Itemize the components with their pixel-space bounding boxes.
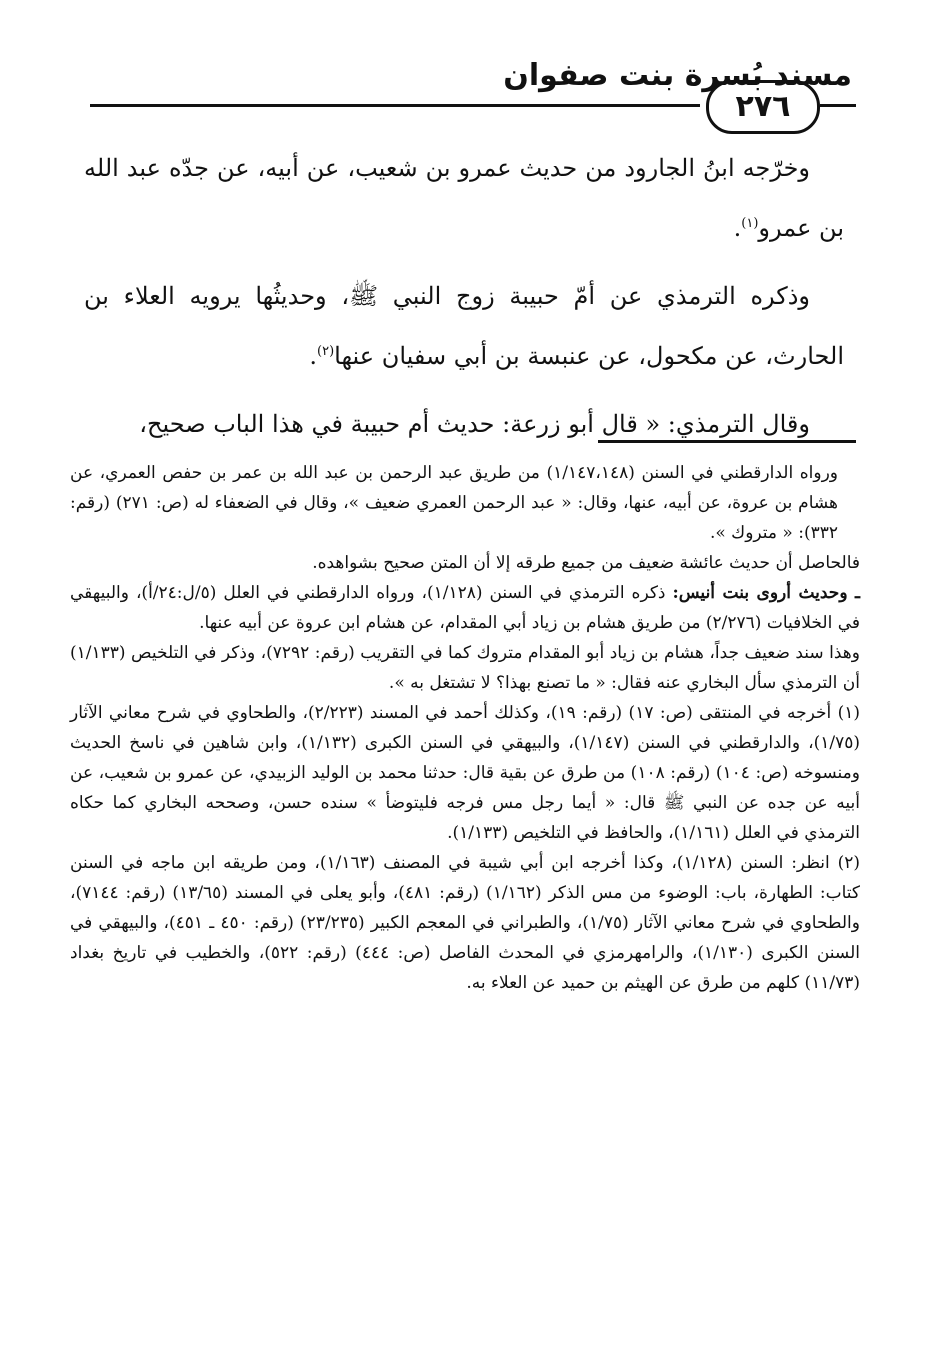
paragraph-3: وقال الترمذي: « قال أبو زرعة: حديث أم حبيبة في هذا الباب صحيح، xyxy=(139,410,810,438)
footnote-1 xyxy=(70,698,860,848)
footnote-ref-2: (٢) xyxy=(317,344,335,359)
header-rule-left xyxy=(90,104,700,107)
page-number: ٢٧٦ xyxy=(706,80,820,134)
paragraph-2-text: وذكره الترمذي عن أمّ حبيبة زوج النبي ﷺ، وحديثُها يرويه العلاء بن الحارث، عن مكحول، عن عنبسة بن أبي سفيان عنها xyxy=(84,282,844,370)
footnote-continuation-3 xyxy=(70,578,860,638)
footnote-ref-1: (١) xyxy=(741,216,759,231)
footnote-separator xyxy=(598,440,856,443)
footnote-continuation-1: ورواه الدارقطني في السنن (١/١٤٧،١٤٨) من طريق عبد الرحمن بن عبد الله بن عمر بن حفص العمري، عن هشام بن عروة، عن أبيه، عنها، وقال: « عبد الرحمن العمري ضعيف »، وقال في الضعفاء له (ص: ٢٧١) (رقم: ٣٣٢): « متروك ». xyxy=(70,463,839,543)
footnote-2 xyxy=(70,848,860,998)
page-header xyxy=(0,0,944,140)
paragraph-2 xyxy=(84,268,844,384)
paragraph-1-text: وخرّجه ابنُ الجارود من حديث عمرو بن شعيب، عن أبيه، عن جدّه عبد الله بن عمرو xyxy=(84,154,844,242)
footnote-2-number: (٢) xyxy=(837,853,860,873)
footnote-1-number: (١) xyxy=(837,703,861,723)
footnote-continuation-2: فالحاصل أن حديث عائشة ضعيف من جميع طرقه إلا أن المتن صحيح بشواهده. xyxy=(312,553,860,573)
paragraph-1-end: . xyxy=(733,214,742,242)
arwa-hadith-text: ذكره الترمذي في السنن (١/١٢٨)، ورواه الدارقطني في العلل (٥/ل:٢٤/أ)، والبيهقي في الخلافيات (٢/٢٧٦) من طريق هشام بن زياد أبي المقدام، عن هشام ابن عروة عن أبيه عنها. xyxy=(70,583,860,633)
arwa-hadith-label: ـ وحديث أروى بنت أنيس: xyxy=(672,583,860,603)
paragraph-1 xyxy=(84,140,844,256)
paragraph-2-end: . xyxy=(309,342,317,370)
header-rule-right xyxy=(820,104,856,107)
main-text xyxy=(84,140,844,464)
footnote-2-text: انظر: السنن (١/١٢٨)، وكذا أخرجه ابن أبي شيبة في المصنف (١/١٦٣)، ومن طريقه ابن ماجه في السنن كتاب: الطهارة، باب: الوضوء من مس الذكر (١/١٦٢) (رقم: ٤٨١)، وأبو يعلى في المسند (١٣/٦٥) (رقم: ٧١٤٤)، والطحاوي في شرح معاني الآثار (١/٧٥)، والطبراني في المعجم الكبير (٢٣/٢٣٥) (رقم: ٤٥٠ ـ ٤٥١)، والبيهقي في السنن الكبرى (١/١٣٠)، والرامهرمزي في المحدث الفاصل (ص: ٤٤٤) (رقم: ٥٢٢)، والخطيب في تاريخ بغداد (١١/٧٣) كلهم من طرق عن الهيثم بن حميد عن العلاء به. xyxy=(70,853,861,993)
footnote-1-text: أخرجه في المنتقى (ص: ١٧) (رقم: ١٩)، وكذلك أحمد في المسند (٢/٢٢٣)، والطحاوي في شرح معاني الآثار (١/٧٥)، والدارقطني في السنن (١/١٤٧)، والبيهقي في السنن الكبرى (١/١٣٢)، وابن شاهين في ناسخ الحديث ومنسوخه (ص: ١٠٤) (رقم: ١٠٨) من طرق عن بقية قال: حدثنا محمد بن الوليد الزبيدي، عن عمرو بن شعيب، عن أبيه عن جده عن النبي ﷺ قال: « أيما رجل مس فرجه فليتوضأ » سنده حسن، وصححه البخاري كما حكاه الترمذي في العلل (١/١٦١)، والحافظ في التلخيص (١/١٣٣). xyxy=(70,703,860,843)
footnotes xyxy=(70,458,860,998)
footnote-continuation-4: وهذا سند ضعيف جداً، هشام بن زياد أبو المقدام متروك كما في التقريب (رقم: ٧٢٩٢)، وذكر في التلخيص (١/١٣٣) أن الترمذي سأل البخاري عنه فقال: « ما تصنع بهذا؟ لا تشتغل به ». xyxy=(70,643,860,693)
running-title: مسند بُسرة بنت صفوان xyxy=(503,58,852,93)
